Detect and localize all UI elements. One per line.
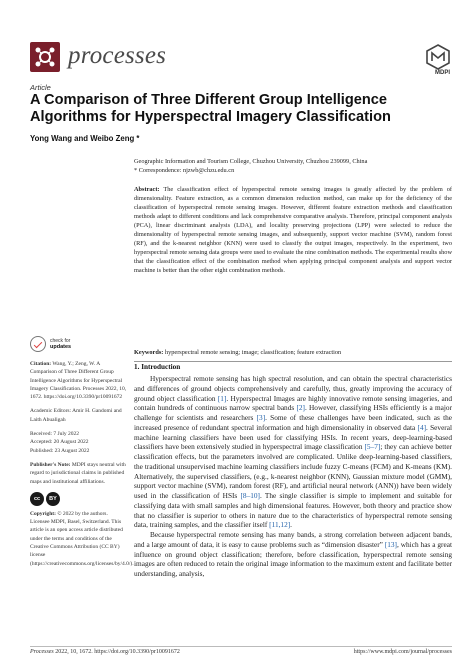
article-type: Article (30, 83, 51, 92)
keywords-label: Keywords: (134, 349, 164, 356)
cc-icon: cc (30, 492, 44, 506)
reference-link[interactable]: [1] (217, 393, 227, 403)
reference-link[interactable]: [2] (296, 403, 305, 413)
dates-block (30, 430, 128, 455)
footer-doi[interactable]: 2022, 10, 1672. https://doi.org/10.3390/pr10091672 (53, 649, 180, 655)
editors-label: Academic Editors: (30, 408, 72, 415)
affiliation-block (134, 158, 454, 176)
journal-header (30, 40, 450, 74)
text-run: . Hyperspectral Images are highly innovative remote sensing imageries, and contain hundreds of continuous narrow spectral bands (134, 393, 452, 413)
text-run: ; they can achieve better classification effects, but the parameters involved are complicated. Unlike deep-learning-based classifiers, the traditional unsupervised machine learning classifiers include fuzzy C-means (FCM) and K-means (KM). Alternatively, the supervised classifiers, (e.g., k-nearest neighbor (KNN), Gaussian mixture model (GMM), support vector machine (SVM), random forest (RF), and artificial neural network (ANN)) have been widely used in the classification of HSIs (134, 442, 452, 500)
reference-link[interactable]: [11,12] (269, 520, 291, 530)
copyright-label: Copyright: (30, 510, 56, 517)
section-heading: 1. Introduction (134, 363, 181, 371)
footer-url[interactable]: https://www.mdpi.com/journal/processes (353, 649, 452, 655)
paragraph (134, 374, 452, 530)
by-icon: BY (46, 492, 60, 506)
abstract-text: The classification effect of hyperspectral remote sensing images is greatly affected by the problem of dimensionality. Feature extraction, as a common dimension reduction method, can make up for the deficiency of the classification of hyperspectral remote sensing images. However, different feature extraction methods and classification methods adapt to different conditions and lack comprehensive comparative analysis. Therefore, principal component analysis (PCA), linear discriminant analysis (LDA), and locality preserving projections (LPP) were selected to reduce the dimensionality of hyperspectral remote sensing images, and subsequently, support vector machine (SVM), random forest (RF), and the k-nearest neighbor (KNN) were used to classify the output images, respectively. In the experiment, two hyperspectral remote sensing data groups were used to evaluate the nine combination methods. The experimental results show that the classification effect of the combination method when applying principal component analysis and support vector machine is better than the other eight combination methods. (134, 186, 452, 274)
text-run: Because hyperspectral remote sensing has many bands, a strong correlation between adjacent bands, and a large amount of data, it is easy to cause problems such as “dimension disaster” (134, 530, 452, 549)
divider (134, 361, 452, 362)
article-info-sidebar (30, 336, 134, 574)
footer-citation (30, 649, 180, 655)
received-date: Received: 7 July 2022 (30, 431, 80, 438)
check-for-updates-button[interactable] (30, 336, 128, 352)
footer-journal: Processes (30, 649, 54, 655)
author-list[interactable]: Yong Wang and Weibo Zeng * (30, 134, 140, 143)
text-run: , which has a great influence on ground object classification; therefore, before classification, hyperspectral remote sensing images are often reduced to retain the original image information to the maximum extent and facilitate better understanding, analysis, (134, 539, 452, 578)
publisher-name: MDPI (435, 70, 450, 76)
journal-name[interactable]: processes (68, 42, 167, 69)
text-run: . (290, 520, 292, 530)
published-date: Published: 23 August 2022 (30, 447, 90, 454)
article-title: A Comparison of Three Different Group Intelligence Algorithms for Hyperspectral Imagery Classification (30, 92, 391, 125)
copyright-text: © 2022 by the authors. Licensee MDPI, Basel, Switzerland. This article is an open access article distributed under the terms and conditions of the Creative Commons Attribution (CC BY) license (https://creativecommons.org/licenses/by/4.0/). (30, 510, 134, 567)
reference-link[interactable]: [5–7] (364, 442, 381, 452)
text-run: . However, classifying HSIs efficiently is a major challenge for scientists and researchers (134, 403, 452, 422)
mdpi-logo-icon[interactable] (426, 44, 450, 70)
text-run: . Some of these challenges have been indicated, such as the increased presence of redundant spectral information and high dimensionality in observed data (134, 413, 452, 432)
text-run: . The single classifier is simple to implement and suitable for classifying data with small samples and high dimensional features. However, both theory and practice show that no classifier is superior to others in nature due to the characteristics of hyperspectral remote sensing data, training samples, and the classifier itself (134, 491, 452, 530)
affiliation: Geographic Information and Tourism College, Chuzhou University, Chuzhou 239099, China (134, 158, 368, 165)
accepted-date: Accepted: 20 August 2022 (30, 439, 89, 446)
keywords (134, 349, 452, 358)
citation-block (30, 360, 128, 401)
abstract (134, 186, 452, 276)
keywords-text: hyperspectral remote sensing; image; classification; feature extraction (164, 349, 342, 356)
abstract-label: Abstract: (134, 186, 160, 193)
correspondence[interactable]: * Correspondence: njzwb@chzu.edu.cn (134, 166, 235, 174)
check-updates-icon (30, 336, 46, 352)
cc-license-badge[interactable] (30, 492, 128, 506)
publisher-note (30, 461, 128, 486)
reference-link[interactable]: [4] (417, 422, 427, 432)
check-label: check for (50, 338, 71, 344)
reference-link[interactable]: [8–10] (240, 491, 260, 500)
reference-link[interactable]: [13] (384, 539, 397, 549)
text-run: Hyperspectral remote sensing has high spectral resolution, and can obtain the spectral characteristics and differences of ground objects comprehensively and carefully, thus, greatly improving the accuracy of ground object classification (134, 374, 452, 403)
reference-link[interactable]: [3] (256, 413, 266, 422)
editors-text: Amir H. Gandomi and Laith Abualigah (30, 408, 122, 423)
publisher-note-label: Publisher's Note: (30, 461, 71, 468)
paragraph (134, 530, 452, 579)
citation-text: Wang, Y.; Zeng, W. A Comparison of Three Different Group Intelligence Algorithms for Hyperspectral Imagery Classification. Processes 2022, 10, 1672. https://doi.org/10.3390/pr10091672 (30, 361, 127, 401)
footer-divider (30, 646, 452, 647)
body-text (134, 374, 452, 579)
editors-block (30, 407, 128, 424)
copyright-block (30, 510, 134, 568)
text-run: . Several machine learning classifiers have been used for classifying HSIs. In recent years, deep-learning-based classifiers have been extensively studied in hyperspectral image classification (134, 422, 453, 452)
journal-logo-icon (30, 42, 60, 72)
updates-label: updates (50, 344, 72, 350)
citation-label: Citation: (30, 361, 52, 367)
publisher-note-text: MDPI stays neutral with regard to jurisdictional claims in published maps and institutional affiliations. (30, 461, 126, 485)
